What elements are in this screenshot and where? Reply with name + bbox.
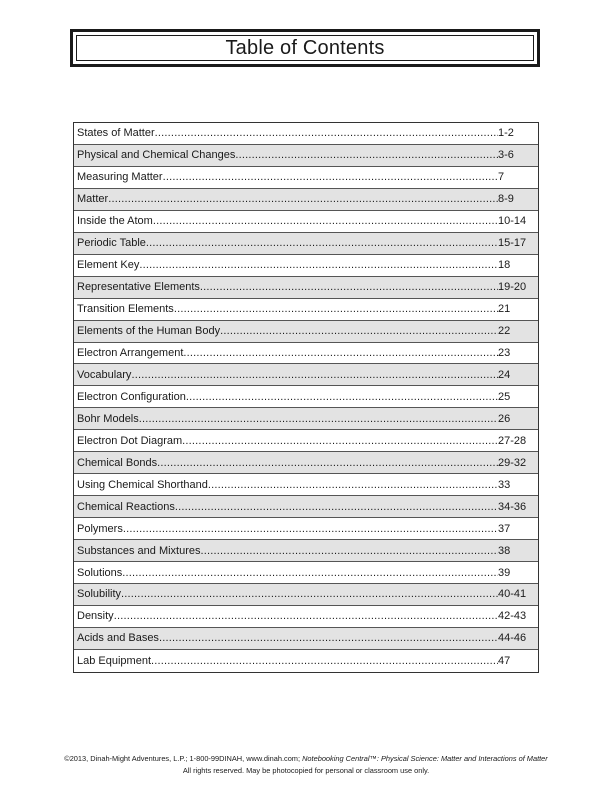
footer-rights: All rights reserved. May be photocopied for personal or classroom use only.	[182, 766, 430, 775]
toc-dot-leader	[183, 347, 498, 359]
toc-dot-leader	[114, 610, 498, 622]
toc-dot-leader	[139, 413, 498, 425]
toc-entry-pages: 24	[498, 368, 511, 381]
toc-entry-pages: 44-46	[498, 632, 527, 645]
toc-row	[74, 430, 538, 452]
toc-entry-title: Bohr Models	[77, 412, 139, 425]
toc-row	[74, 496, 538, 518]
toc-row	[74, 452, 538, 474]
toc-entry-pages: 10-14	[498, 215, 527, 228]
toc-entry-pages: 25	[498, 390, 511, 403]
toc-entry-pages: 19-20	[498, 281, 527, 294]
toc-entry-pages: 39	[498, 566, 511, 579]
toc-entry-title: Elements of the Human Body	[77, 325, 221, 338]
toc-entry-title: Electron Arrangement	[77, 347, 184, 359]
toc-entry-pages: 42-43	[498, 610, 527, 623]
toc-entry-pages: 7	[498, 171, 505, 184]
toc-dot-leader	[200, 281, 498, 293]
toc-entry-title: Matter	[77, 193, 109, 206]
toc-entry-pages: 3-6	[498, 149, 514, 162]
toc-entry-pages: 34-36	[498, 500, 527, 513]
toc-dot-leader	[159, 632, 498, 644]
toc-row	[74, 474, 538, 496]
toc-entry-title: Using Chemical Shorthand	[77, 478, 208, 491]
toc-entry-title: Measuring Matter	[77, 171, 163, 184]
toc-entry-pages: 22	[498, 325, 511, 338]
toc-dot-leader	[131, 369, 498, 381]
toc-entry-pages: 33	[498, 478, 511, 491]
toc-dot-leader	[201, 545, 498, 557]
toc-entry-pages: 37	[498, 522, 511, 535]
toc-entry-title: Substances and Mixtures	[77, 544, 201, 557]
title-frame	[70, 29, 540, 67]
toc-entry-pages: 29-32	[498, 456, 527, 469]
toc-entry-title: Electron Dot Diagram	[77, 434, 183, 447]
toc-entry-title: Vocabulary	[77, 368, 132, 381]
toc-dot-leader	[220, 325, 498, 337]
toc-row	[74, 167, 538, 189]
toc-dot-leader	[139, 259, 498, 271]
toc-entry-title: Chemical Reactions	[77, 500, 175, 513]
toc-dot-leader	[153, 215, 498, 227]
footer-line-1	[0, 753, 612, 765]
toc-entry-pages: 26	[498, 412, 511, 425]
toc-row	[74, 408, 538, 430]
toc-dot-leader	[157, 457, 498, 469]
toc-entry-pages: 27-28	[498, 434, 527, 447]
toc-row	[74, 145, 538, 167]
toc-table	[73, 122, 539, 673]
toc-entry-title: Solutions	[77, 566, 123, 579]
toc-entry-pages: 38	[498, 544, 511, 557]
toc-entry-title: Density	[77, 610, 114, 623]
toc-entry-title: Element Key	[77, 259, 140, 272]
toc-dot-leader	[155, 127, 498, 139]
toc-row	[74, 321, 538, 343]
toc-dot-leader	[182, 435, 498, 447]
page-title: Table of Contents	[76, 35, 534, 61]
toc-dot-leader	[163, 171, 498, 183]
toc-dot-leader	[151, 655, 498, 667]
toc-row	[74, 518, 538, 540]
toc-dot-leader	[175, 501, 498, 513]
toc-entry-pages: 1-2	[498, 127, 514, 140]
toc-row	[74, 584, 538, 606]
toc-entry-pages: 21	[498, 303, 511, 316]
toc-row	[74, 343, 538, 365]
toc-row	[74, 364, 538, 386]
toc-row	[74, 650, 538, 672]
toc-entry-title: Inside the Atom	[77, 215, 153, 228]
footer-book-title: Notebooking Central™: Physical Science: Matter and Interactions of Matter	[302, 754, 548, 763]
toc-entry-pages: 40-41	[498, 588, 527, 601]
toc-row	[74, 255, 538, 277]
toc-dot-leader	[121, 588, 498, 600]
toc-entry-title: Solubility	[77, 588, 122, 601]
toc-row	[74, 562, 538, 584]
toc-dot-leader	[174, 303, 498, 315]
toc-entry-title: Electron Configuration	[77, 390, 186, 403]
toc-dot-leader	[108, 193, 498, 205]
toc-row	[74, 233, 538, 255]
toc-row	[74, 628, 538, 650]
toc-entry-pages: 23	[498, 347, 511, 359]
toc-dot-leader	[208, 479, 498, 491]
toc-entry-title: Lab Equipment	[77, 654, 151, 667]
toc-entry-pages: 8-9	[498, 193, 514, 206]
toc-row	[74, 277, 538, 299]
toc-entry-title: Transition Elements	[77, 303, 174, 316]
toc-entry-title: Physical and Chemical Changes	[77, 149, 236, 162]
toc-entry-title: States of Matter	[77, 127, 155, 140]
toc-entry-title: Polymers	[77, 522, 123, 535]
toc-row	[74, 606, 538, 628]
toc-row	[74, 189, 538, 211]
toc-dot-leader	[123, 523, 498, 535]
toc-row	[74, 211, 538, 233]
toc-row	[74, 386, 538, 408]
toc-row	[74, 299, 538, 321]
toc-dot-leader	[186, 391, 498, 403]
toc-row	[74, 123, 538, 145]
toc-entry-pages: 47	[498, 654, 511, 667]
toc-entry-title: Periodic Table	[77, 237, 146, 250]
toc-entry-title: Representative Elements	[77, 281, 200, 294]
toc-entry-pages: 15-17	[498, 237, 527, 250]
toc-entry-pages: 18	[498, 259, 511, 272]
footer	[0, 753, 612, 777]
footer-copyright: ©2013, Dinah-Might Adventures, L.P.; 1-800-99DINAH, www.dinah.com;	[64, 754, 301, 763]
toc-entry-title: Chemical Bonds	[77, 456, 158, 469]
toc-entry-title: Acids and Bases	[77, 632, 159, 645]
toc-row	[74, 540, 538, 562]
toc-dot-leader	[122, 567, 498, 579]
toc-dot-leader	[146, 237, 498, 249]
toc-dot-leader	[235, 149, 498, 161]
